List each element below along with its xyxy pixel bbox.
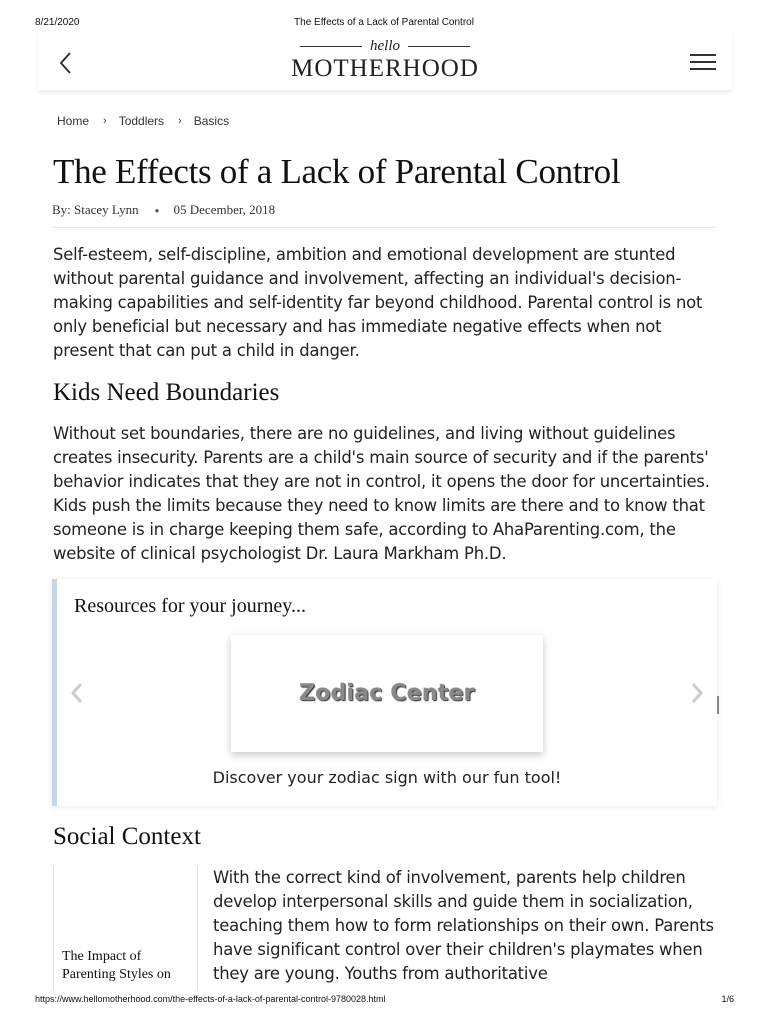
logo-script-row: [268, 38, 502, 54]
divider: [52, 227, 716, 228]
logo-wordmark: MOTHERHOOD: [291, 55, 479, 82]
bullet-icon: ●: [154, 205, 160, 215]
menu-bar: [690, 68, 716, 70]
section-heading: Kids Need Boundaries: [53, 379, 280, 406]
logo-script: hello: [370, 38, 400, 54]
logo-rule-left: [300, 46, 362, 47]
carousel-edge: [717, 696, 719, 714]
breadcrumb-toddlers[interactable]: Toddlers: [118, 114, 165, 128]
body-paragraph: Without set boundaries, there are no guidelines, and living without guidelines creates insecurity. Parents are a child's main source of security and if the parents' behavior indicates that they are not in control, it opens the door for uncertainties. Kids push the limits because they need to know limits are there and to know that someone is in charge keeping them safe, according to AhaParenting.com, the website of clinical psychologist Dr. Laura Markham Ph.D.: [53, 424, 710, 563]
menu-bar: [690, 61, 716, 63]
related-article-title: The Impact of Parenting Styles on: [62, 949, 171, 982]
resources-widget: [52, 579, 717, 806]
carousel-prev-button[interactable]: [67, 680, 87, 706]
author[interactable]: By: Stacey Lynn: [52, 202, 139, 217]
publish-date: 05 December, 2018: [173, 202, 276, 217]
breadcrumb-home[interactable]: Home: [57, 114, 90, 128]
print-date: 8/21/2020: [35, 17, 80, 28]
body-paragraph: With the correct kind of involvement, parents help children develop interpersonal skills and guide them in socialization, teaching them how to form relationships on their own. Parents have significant control over their children's playmates when they are young. Youths from authoritative: [213, 868, 714, 983]
carousel-next-button[interactable]: [687, 680, 707, 706]
chevron-left-icon: [67, 680, 87, 706]
related-article-card[interactable]: [53, 866, 198, 990]
site-header: [38, 32, 732, 90]
byline: [52, 202, 275, 218]
print-url: https://www.hellomotherhood.com/the-effects-of-a-lack-of-parental-control-9780028.html: [35, 994, 386, 1004]
menu-bar: [690, 54, 716, 56]
print-title: The Effects of a Lack of Parental Control: [294, 17, 474, 28]
breadcrumb-basics[interactable]: Basics: [193, 114, 230, 128]
chevron-right-icon: ›: [178, 115, 182, 127]
intro-paragraph: Self-esteem, self-discipline, ambition and emotional development are stunted without parental guidance and involvement, affecting an individual's decision-making capabilities and self-identity far beyond childhood. Parental control is not only beneficial but necessary and has immediate negative effects when not present that can put a child in danger.: [53, 245, 703, 360]
section-heading: Social Context: [53, 823, 201, 850]
resource-card-title: Zodiac Center: [299, 681, 475, 706]
breadcrumb: [57, 114, 229, 128]
resource-caption: Discover your zodiac sign with our fun tool!: [212, 768, 562, 787]
chevron-right-icon: [687, 680, 707, 706]
resources-title: Resources for your journey...: [74, 595, 306, 617]
hamburger-menu-icon[interactable]: [690, 54, 716, 72]
logo-rule-right: [408, 46, 470, 47]
back-button[interactable]: [54, 48, 80, 78]
print-page-number: 1/6: [721, 994, 734, 1004]
chevron-right-icon: ›: [103, 115, 107, 127]
chevron-left-icon: [54, 48, 80, 78]
article-title: The Effects of a Lack of Parental Control: [53, 152, 621, 191]
site-logo[interactable]: [268, 38, 502, 82]
resource-card[interactable]: [231, 635, 543, 752]
